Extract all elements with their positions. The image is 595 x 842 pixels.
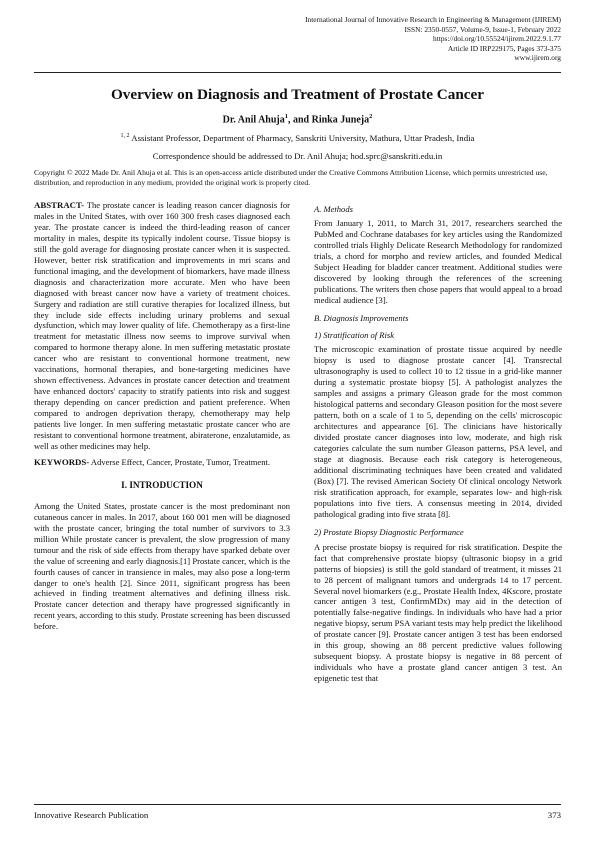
author-2-sup: 2 (369, 113, 373, 120)
author-1-sup: 1 (284, 113, 288, 120)
journal-header (305, 15, 561, 63)
issn-line: ISSN: 2350-0557, Volume-9, Issue-1, February 2022 (404, 24, 561, 34)
publisher-name: Innovative Research Publication (34, 810, 149, 820)
journal-name: International Journal of Innovative Research in Engineering & Management (IJIREM) (305, 15, 561, 24)
abstract-label: ABSTRACT- (34, 200, 85, 210)
affiliation-text: Assistant Professor, Department of Pharmacy, Sanskriti University, Mathura, Uttar Pradesh, India (129, 133, 475, 143)
article-id: Article ID IRP229175, Pages 373-375 (447, 43, 561, 53)
keywords (34, 457, 290, 468)
intro-text: Among the United States, prostate cancer is the most predominant non cutaneous cancer in males. In 2017, about 160 001 men will be diagnosed with the prostate cancer, bringing the total number of survivors to 3.3 million While prostate cancer is prevalent, the slow progression of many tumour and the risk of side effects from therapy have sparked debate over the value of screening and early diagnosis.[1] Prostate cancer, which is the fourth causes of cancer in transience in males, may also pose a long-term danger to one's health [2]. Since 2011, significant progress has been achieved in finding treatment alternatives and defining illness risk. Prostate cancer detection and therapy have progressed significantly in recent years, according to this study. Prostate screening has been discussed before. (34, 500, 290, 632)
header-rule (34, 72, 561, 73)
keywords-label: KEYWORDS- (34, 456, 90, 467)
methods-heading: A. Methods (314, 204, 353, 214)
author-2: Rinka Juneja (311, 114, 370, 126)
right-column (314, 200, 562, 684)
affiliation (0, 133, 595, 143)
affiliation-sup: 1, 2 (120, 133, 130, 140)
methods-text: From January 1, 2011, to March 31, 2017, researchers searched the PubMed and Cochrane databases for key articles using the Randomized controlled trials Highly Delicate Research Methodology for randomized trials, a chord for morpho and review articles, and founded Medical Subject Heading for bladder cancer treatment. Additional studies were discovered by looking through the references of the screening publications. The writers then chose papers that would appeal to a broad medical audience [3]. (314, 217, 562, 305)
risk-stratification-heading: 1) Stratification of Risk (314, 329, 395, 340)
correspondence: Correspondence should be addressed to Dr. Anil Ahuja; hod.sprc@sanskriti.edu.in (152, 151, 443, 161)
abstract-text: The prostate cancer is leading reason cancer diagnosis for males in the United States, with over 160 300 fresh cases diagnosed each year. The prostate cancer is indeed the third-leading reason of cancer mortality in males, despite its typically indolent course. Tissue biopsy is still the gold average for diagnosing prostate cancer when it is suspected. However, better risk stratification and improvements in mri scans and functional imaging, and the development of biomarkers, have made illness diagnosis and characterization more accurate. Men who have been diagnosed with breast cancer now have a variety of treatment choices. Surgery and radiation are still curative therapies for localized illness, but they include side effects including urinary problems and sexual dysfunction, which may lower quality of life. Chemotherapy as a first-line treatment for metastatic illness now seems to improve survival when compared to hormone therapy alone. In men suffering metastatic prostate cancer who are resistant to conventional hormone treatment, new vaccinations, hormonal therapies, and bone-targeting medicines have shown effectiveness. Advances in prostate cancer detection and treatment have enhanced doctors' capacity to stratify patients into risk and suggest therapy depending on cancer prediction and patient preference. When compared to androgen deprivation therapy, chemotherapy may help patients live longer. In men suffering metastatic prostate cancer who are resistant to conventional hormone treatment, abiraterone, enzalutamide, as well as other medicines may help. (34, 200, 290, 451)
abstract (34, 200, 290, 452)
copyright-notice: Copyright © 2022 Made Dr. Anil Ahuja et al. This is an open-access article distributed under the Creative Commons Attribution License, which permits unrestricted use, distribution, and reproduction in any medium, provided the original work is properly cited. (34, 168, 548, 188)
author-separator: , and (288, 114, 312, 126)
author-1: Dr. Anil Ahuja (222, 114, 285, 126)
footer-rule (34, 804, 561, 805)
doi-link[interactable]: https://doi.org/10.55524/ijirem.2022.9.1.77 (433, 34, 561, 44)
risk-stratification-text: The microscopic examination of prostate tissue acquired by needle biopsy is used to diagnose prostate cancer [4]. Transrectal ultrasonography is used to collect 10 to 12 tissue in a grid-like manner during a systematic prostate biopsy [5]. A pathologist analyzes the samples and assigns a primary Gleason grade for the most common histological patterns and secondary Gleason position for the most severe pattern, both on a scale of 1 to 5, depending on the cells' microscopic architectures and appearance [6]. The clinicians have historically divided prostate cancer diagnoses into low, moderate, and high risk categories calculate the sum number Gleason patterns, PSA level, and stage at diagnosis. Because each risk category is heterogeneous, additional discriminating techniques have been created and validated (Box) [7]. The revised American Society Of clinical oncology Network risk stratification approach, for example, separates low- and high-risk populations into five tiers. A consensus meeting in 2014, divided pathological grading into five strata [8]. (314, 344, 562, 519)
paper-title: Overview on Diagnosis and Treatment of Prostate Cancer (110, 86, 485, 103)
keywords-text: Adverse Effect, Cancer, Prostate, Tumor, Treatment. (89, 456, 270, 467)
page-number: 373 (547, 810, 561, 820)
left-column (34, 200, 290, 632)
website-link[interactable]: www.ijirem.org (514, 53, 561, 63)
biopsy-heading: 2) Prostate Biopsy Diagnostic Performance (314, 526, 464, 537)
author-line (0, 113, 595, 125)
intro-heading: I. INTRODUCTION (121, 479, 203, 490)
diagnosis-heading: B. Diagnosis Improvements (314, 312, 409, 323)
biopsy-text: A precise prostate biopsy is required for risk stratification. Despite the fact that comprehensive prostate biopsy (ultrasonic biopsy in a grid patterns of biopsies) is still the gold standard of treatment, it misses 21 to 28 percent of malignant tumors and undergrads 14 to 17 percent. Several novel biomarkers (e.g., Prostate Health Index, 4Kscore, prostate cancer antigen 3 test, ConfirmMDx) may aid in the detection of potentially false-negative findings. In individuals who have had a prior negative biopsy, serum PSA variant tests may help predict the likelihood of prostate cancer [9]. Prostate cancer antigen 3 test has been endorsed in this group, showing an 88 percent predictive values following subsequent biopsy. A prostate biopsy is negative in 88 percent of individuals who have a prostate gland cancer antigen 3 test. An epigenetic test that (314, 541, 562, 684)
